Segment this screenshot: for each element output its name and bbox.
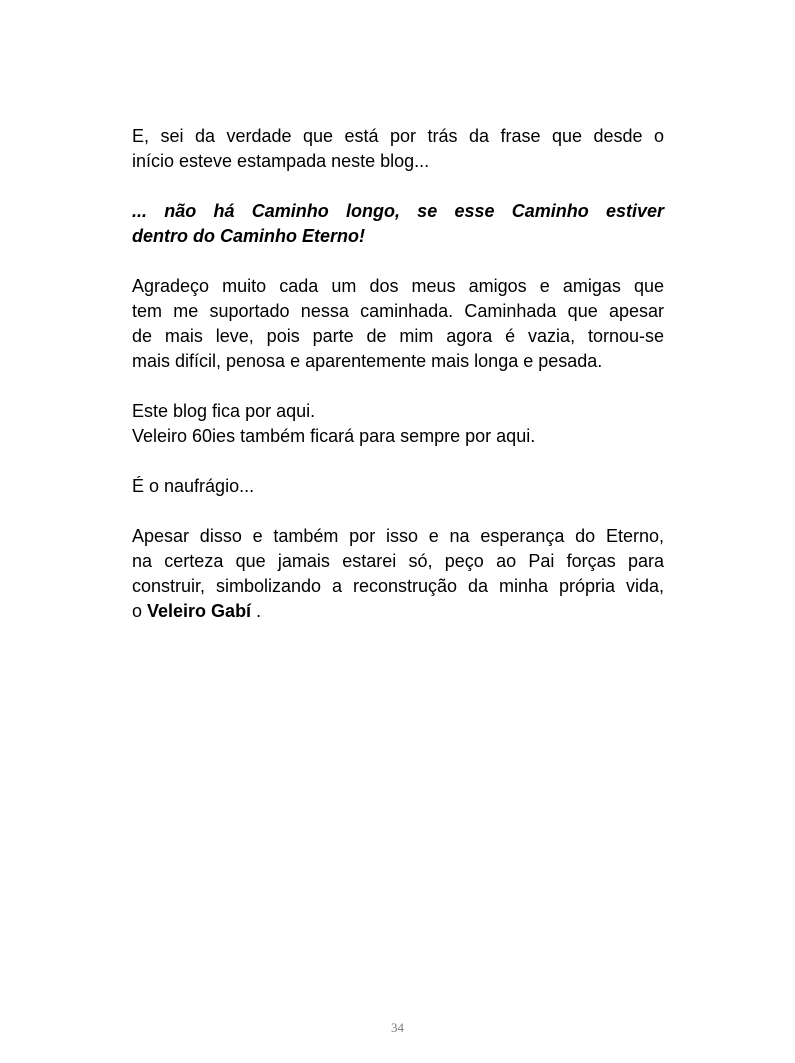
text-line: início esteve estampada neste blog... bbox=[132, 151, 430, 171]
paragraph-shipwreck bbox=[132, 474, 664, 499]
text-line: Apesar disso e também por isso e na esperança do Eterno, bbox=[132, 526, 664, 546]
text-line: Agradeço muito cada um dos meus amigos e amigas que bbox=[132, 276, 664, 296]
text-line: Este blog fica por aqui. bbox=[132, 401, 316, 421]
text-line bbox=[132, 599, 664, 624]
text-fragment: o bbox=[132, 601, 148, 621]
paragraph-hope bbox=[132, 524, 664, 624]
text-line: tem me suportado nessa caminhada. Caminhada que apesar bbox=[132, 301, 664, 321]
page-body bbox=[132, 124, 664, 649]
page-number: 34 bbox=[391, 1020, 404, 1035]
text-line: ... não há Caminho longo, se esse Caminho estiver bbox=[132, 201, 664, 221]
paragraph-quote bbox=[132, 199, 664, 249]
text-line: na certeza que jamais estarei só, peço ao Pai forças para bbox=[132, 551, 664, 571]
text-fragment: . bbox=[251, 601, 262, 621]
boat-name: Veleiro Gabí bbox=[147, 601, 252, 621]
paragraph-intro bbox=[132, 124, 664, 174]
text-line: dentro do Caminho Eterno! bbox=[132, 226, 365, 246]
text-line: Veleiro 60ies também ficará para sempre por aqui. bbox=[132, 426, 536, 446]
text-line: de mais leve, pois parte de mim agora é vazia, tornou-se bbox=[132, 326, 664, 346]
text-line: mais difícil, penosa e aparentemente mais longa e pesada. bbox=[132, 351, 603, 371]
text-line: E, sei da verdade que está por trás da frase que desde o bbox=[132, 126, 664, 146]
paragraph-farewell bbox=[132, 399, 664, 449]
text-line: construir, simbolizando a reconstrução da minha própria vida, bbox=[132, 576, 664, 596]
paragraph-thanks bbox=[132, 274, 664, 374]
text-line: É o naufrágio... bbox=[132, 476, 255, 496]
